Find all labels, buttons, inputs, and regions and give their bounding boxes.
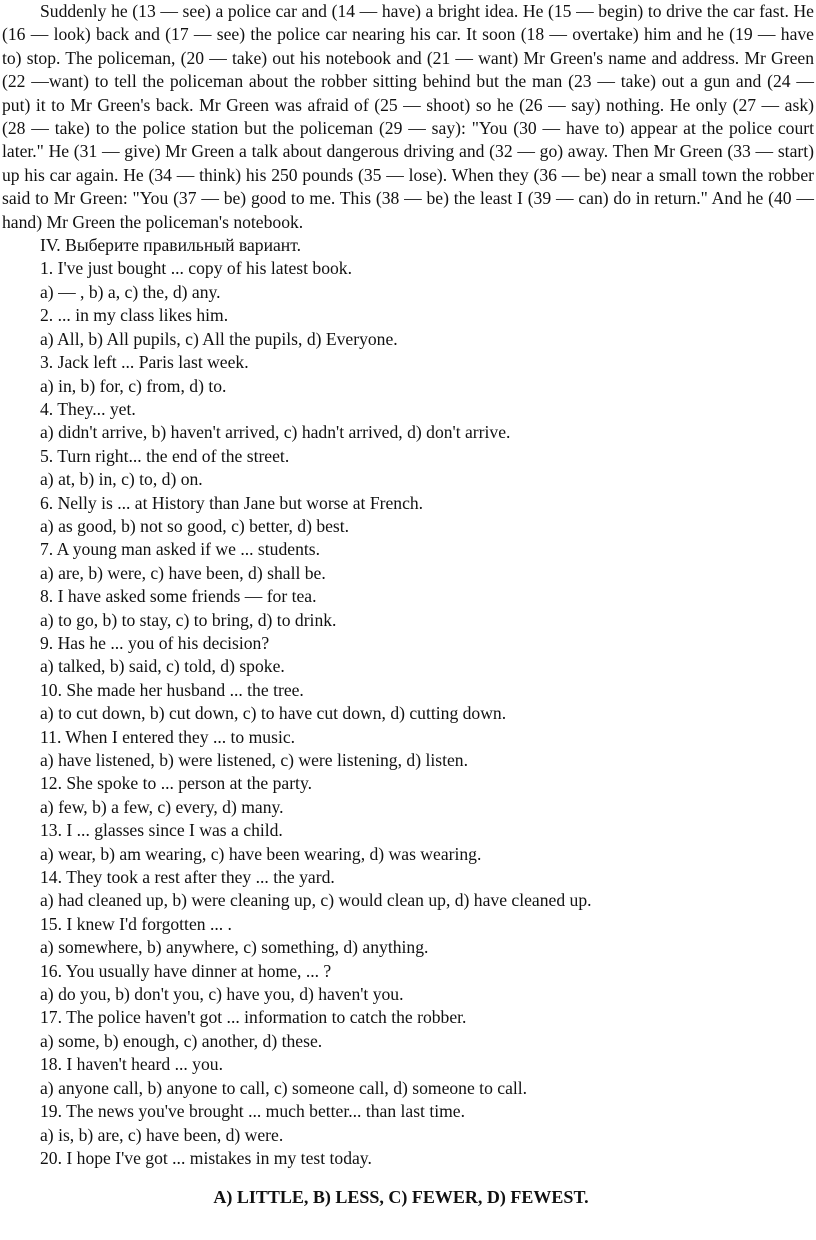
answer-line: a) have listened, b) were listened, c) were listening, d) listen. (40, 750, 468, 770)
question-line: 12. She spoke to ... person at the party. (40, 773, 312, 794)
question-line: 16. You usually have dinner at home, ... ? (40, 960, 332, 981)
answer-line: a) had cleaned up, b) were cleaning up, c) would clean up, d) have cleaned up. (40, 890, 592, 911)
question-line: 13. I ... glasses since I was a child. (40, 820, 283, 841)
answer-line: a) didn't arrive, b) haven't arrived, c) hadn't arrived, d) don't arrive. (40, 422, 511, 443)
answer-line: a) somewhere, b) anywhere, c) something, d) anything. (40, 937, 429, 958)
answer-line: a) wear, b) am wearing, c) have been wearing, d) was wearing. (40, 843, 482, 864)
answer-line: a) do you, b) don't you, c) have you, d) haven't you. (40, 984, 404, 1005)
answer-line: a) to go, b) to stay, c) to bring, d) to drink. (40, 609, 337, 630)
question-line: 14. They took a rest after they ... the yard. (40, 867, 335, 888)
answer-line: a) some, b) enough, c) another, d) these. (40, 1030, 323, 1051)
answer-line: a) few, b) a few, c) every, d) many. (40, 796, 284, 817)
question-line: 18. I haven't heard ... you. (40, 1054, 223, 1075)
question-line: 3. Jack left ... Paris last week. (40, 352, 249, 373)
answer-line: a) as good, b) not so good, c) better, d) best. (40, 515, 350, 536)
question-line: 6. Nelly is ... at History than Jane but worse at French. (40, 492, 424, 513)
question-line: 8. I have asked some friends — for tea. (40, 586, 317, 607)
question-line: 1. I've just bought ... copy of his latest book. (40, 258, 353, 279)
question-line: 7. A young man asked if we ... students. (40, 539, 321, 560)
answer-line: a) All, b) All pupils, c) All the pupils, d) Everyone. (40, 328, 398, 349)
question-line: 20. I hope I've got ... mistakes in my test today. (40, 1147, 372, 1168)
answer-line: a) are, b) were, c) have been, d) shall be. (40, 562, 326, 583)
section-title: IV. Выберите правильный вариант. (40, 235, 301, 256)
question-line: 11. When I entered they ... to music. (40, 726, 296, 747)
question-line: 19. The news you've brought ... much better... than last time. (40, 1101, 466, 1122)
answer-line: a) in, b) for, c) from, d) to. (40, 375, 227, 396)
answer-line: a) to cut down, b) cut down, c) to have cut down, d) cutting down. (40, 703, 507, 724)
answer-line: a) at, b) in, c) to, d) on. (40, 469, 203, 490)
question-line: 9. Has he ... you of his decision? (40, 632, 270, 653)
answer-line: a) is, b) are, c) have been, d) were. (40, 1124, 284, 1145)
answer-line: a) talked, b) said, c) told, d) spoke. (40, 656, 285, 677)
question-line: 4. They... yet. (40, 398, 136, 419)
story-paragraph: Suddenly he (13 — see) a police car and (14 — have) a bright idea. He (15 — begin) to drive the car fast. He (16 — look) back and (17 — see) the police car nearing his car. It soon (18 — overtake) him and he (19 — have to) stop. The policeman, (20 — take) out his notebook and (21 — want) Mr Green's name and address. Mr Green (22 —want) to tell the policeman about the robber sitting behind but the man (23 — take) out a gun and (24 — put) it to Mr Green's back. Mr Green was afraid of (25 — shoot) so he (26 — say) nothing. He only (27 — ask) (28 — take) to the police station but the policeman (29 — say): "You (30 — have to) appear at the police court later." He (31 — give) Mr Green a talk about dangerous driving and (32 — go) away. Then Mr Green (33 — start) up his car again. He (34 — think) his 250 pounds (35 — lose). When they (36 — be) near a small town the robber said to Mr Green: "You (37 — be) good to me. This (38 — be) the least I (39 — can) do in return." And he (40 — hand) Mr Green the policeman's notebook. (2, 1, 814, 232)
question-line: 5. Turn right... the end of the street. (40, 445, 290, 466)
question-line: 15. I knew I'd forgotten ... . (40, 913, 232, 934)
question-line: 2. ... in my class likes him. (40, 305, 229, 326)
question-list (2, 257, 814, 1170)
answer-line: a) — , b) a, c) the, d) any. (40, 281, 221, 302)
final-answer-options: A) LITTLE, B) LESS, C) FEWER, D) FEWEST. (213, 1187, 589, 1208)
answer-line: a) anyone call, b) anyone to call, c) someone call, d) someone to call. (40, 1077, 528, 1098)
question-line: 17. The police haven't got ... information to catch the robber. (40, 1007, 467, 1028)
question-line: 10. She made her husband ... the tree. (40, 679, 304, 700)
